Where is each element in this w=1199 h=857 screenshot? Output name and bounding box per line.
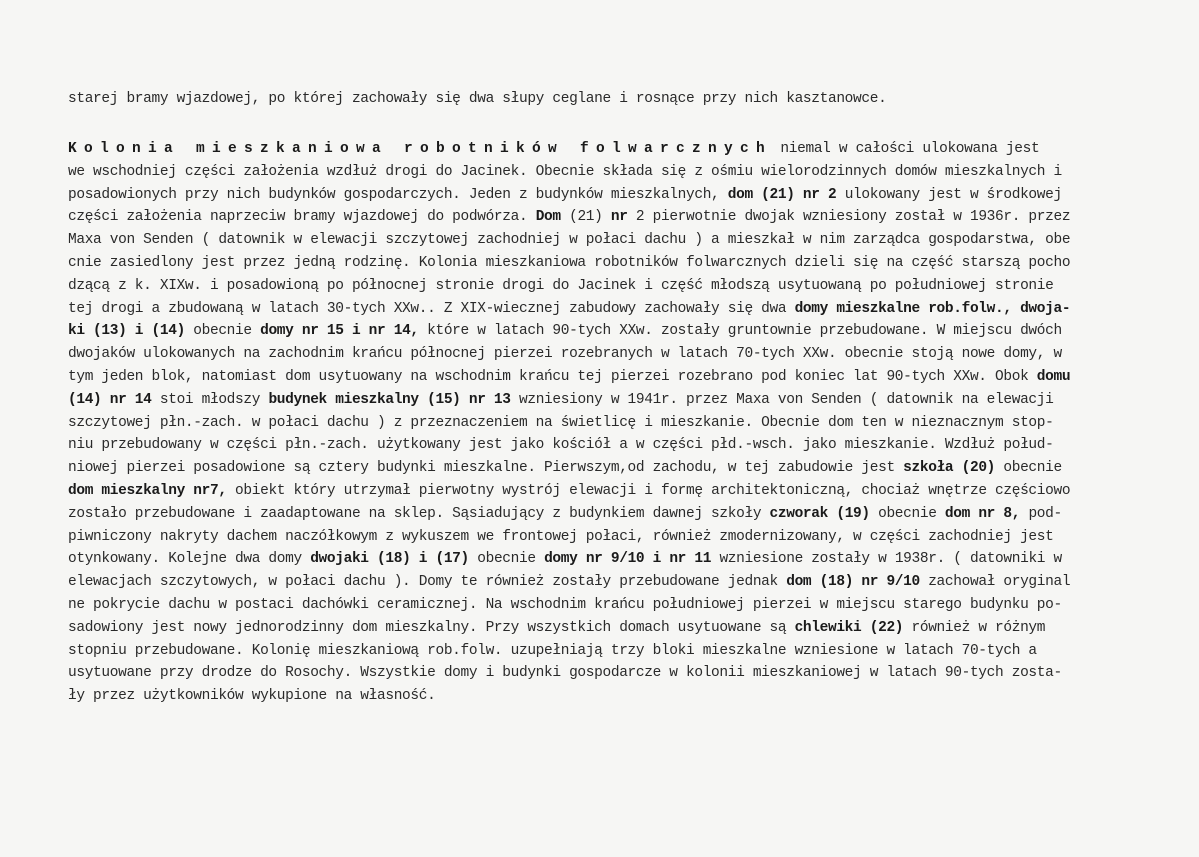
text-line — [68, 457, 1128, 480]
emphasized-text: ki (13) i (14) — [68, 323, 185, 340]
text-line — [68, 252, 1128, 275]
text-run: pod- — [1020, 505, 1062, 522]
text-line — [68, 184, 1128, 207]
emphasized-text: dom nr 8, — [944, 505, 1021, 522]
text-line — [68, 229, 1128, 252]
emphasized-text: chlewiki (22) — [794, 619, 904, 636]
emphasized-text: dom (21) nr 2 — [727, 186, 837, 203]
text-run: ulokowany jest w środkowej — [836, 186, 1062, 203]
text-line — [68, 161, 1128, 184]
text-run: części założenia naprzeciw bramy wjazdowej do podwórza. — [68, 209, 536, 226]
text-run: otynkowany. Kolejne dwa domy — [68, 551, 311, 568]
text-line — [68, 571, 1128, 594]
text-run: elewacjach szczytowych, w połaci dachu ). Domy te również zostały przebudowane jednak — [68, 574, 787, 591]
text-run: niowej pierzei posadowione są cztery budynki mieszkalne. Pierwszym,od zachodu, w tej zabudowie jest — [68, 460, 904, 477]
text-run: dzącą z k. XIXw. i posadowioną po północnej stronie drogi do Jacinek i część młodszą usytuowaną po południowej stronie — [68, 277, 1054, 294]
text-run: ły przez użytkowników wykupione na własność. — [68, 688, 436, 705]
text-run: które w latach 90-tych XXw. zostały gruntownie przebudowane. W miejscu dwóch — [418, 323, 1062, 340]
text-run: wzniesione zostały w 1938r. ( datowniki w — [711, 551, 1062, 568]
text-run: 2 pierwotnie dwojak wzniesiony został w 1936r. przez — [627, 209, 1071, 226]
emphasized-text: dom mieszkalny nr7, — [68, 482, 227, 499]
text-run: niemal w całości ulokowana jest — [772, 141, 1040, 157]
text-run: (21) — [560, 209, 611, 226]
text-run: niu przebudowany w części płn.-zach. użytkowany jest jako kościół a w części płd.-wsch. jako mieszkanie. Wzdłuż połud- — [68, 437, 1054, 454]
emphasized-text: (14) nr 14 — [68, 391, 152, 408]
emphasized-text: domu — [1036, 368, 1071, 385]
text-line — [68, 275, 1128, 298]
text-run: cnie zasiedlony jest przez jedną rodzinę. Kolonia mieszkaniowa robotników folwarcznych dzieli się na część starszą pocho — [68, 254, 1071, 271]
text-line — [68, 389, 1128, 412]
text-line — [68, 617, 1128, 640]
text-line — [68, 412, 1128, 435]
emphasized-text: nr — [610, 209, 628, 226]
text-run: zostało przebudowane i zaadaptowane na sklep. Sąsiadujący z budynkiem dawnej szkoły — [68, 505, 770, 522]
text-run: piwniczony nakryty dachem naczółkowym z wykuszem we frontowej połaci, również zmodernizowany, w części zachodniej jest — [68, 528, 1054, 545]
text-run: stoi młodszy — [151, 391, 269, 408]
text-run: tym jeden blok, natomiast dom usytuowany na wschodnim krańcu tej pierzei rozebrano pod koniec lat 90-tych XXw. Obok — [68, 368, 1037, 385]
emphasized-text: domy nr 9/10 i nr 11 — [544, 551, 712, 568]
emphasized-text: domy nr 15 i nr 14, — [260, 323, 419, 340]
text-line — [68, 662, 1128, 685]
text-run: wzniesiony w 1941r. przez Maxa von Senden ( datownik na elewacji — [510, 391, 1054, 408]
text-run: stopniu przebudowane. Kolonię mieszkaniową rob.folw. uzupełniają trzy bloki mieszkalne wzniesione w latach 70-tych a — [68, 642, 1037, 659]
text-run: również w różnym — [903, 619, 1046, 636]
text-line — [68, 640, 1128, 663]
emphasized-text: dom (18) nr 9/10 — [786, 574, 920, 591]
text-run: zachował oryginal — [919, 574, 1071, 591]
emphasized-text: czworak (19) — [769, 505, 870, 522]
text-run: tej drogi a zbudowaną w latach 30-tych XXw.. Z XIX-wiecznej zabudowy zachowały się dwa — [68, 300, 795, 317]
text-line — [68, 480, 1128, 503]
text-run: ne pokrycie dachu w postaci dachówki ceramicznej. Na wschodnim krańcu południowej pierzei w miejscu starego budynku po- — [68, 596, 1062, 613]
text-run: posadowionych przy nich budynków gospodarczych. Jeden z budynków mieszkalnych, — [68, 186, 728, 203]
text-line — [68, 685, 1128, 708]
emphasized-text: dwojaki (18) i (17) — [310, 551, 469, 568]
text-line — [68, 503, 1128, 526]
text-run: sadowiony jest nowy jednorodzinny dom mieszkalny. Przy wszystkich domach usytuowane są — [68, 619, 795, 636]
emphasized-text: budynek mieszkalny (15) nr 13 — [268, 391, 511, 408]
text-line — [68, 206, 1128, 229]
main-paragraph — [68, 138, 1128, 708]
text-run: obecnie — [184, 323, 261, 340]
text-line — [68, 548, 1128, 571]
text-run: dwojaków ulokowanych na zachodnim krańcu północnej pierzei rozebranych w latach 70-tych XXw. obecnie stoją nowe domy, w — [68, 346, 1062, 363]
text-run: obiekt który utrzymał pierwotny wystrój elewacji i formę architektoniczną, chociaż wnętrze częściowo — [226, 482, 1071, 499]
text-line — [68, 320, 1128, 343]
text-line — [68, 526, 1128, 549]
text-run: szczytowej płn.-zach. w połaci dachu ) z przeznaczeniem na świetlicę i mieszkanie. Obecnie dom ten w nieznacznym stop- — [68, 414, 1054, 431]
text-run: obecnie — [995, 460, 1062, 477]
text-line — [68, 366, 1128, 389]
text-line — [68, 343, 1128, 366]
text-line — [68, 138, 1128, 161]
emphasized-text: Kolonia mieszkaniowa robotników folwarcznych — [68, 141, 773, 157]
text-run: obecnie — [869, 505, 945, 522]
text-run: usytuowane przy drodze do Rosochy. Wszystkie domy i budynki gospodarcze w kolonii mieszkaniowej w latach 90-tych zosta- — [68, 665, 1062, 682]
text-line — [68, 434, 1128, 457]
text-line — [68, 298, 1128, 321]
emphasized-text: szkoła (20) — [903, 460, 996, 477]
intro-line: starej bramy wjazdowej, po której zachowały się dwa słupy ceglane i rosnące przy nich kasztanowce. — [68, 91, 887, 107]
emphasized-text: domy mieszkalne rob.folw., dwoja- — [794, 300, 1071, 317]
text-run: Maxa von Senden ( datownik w elewacji szczytowej zachodniej w połaci dachu ) a mieszkał w nim zarządca gospodarstwa, obe — [68, 232, 1071, 249]
text-line — [68, 594, 1128, 617]
text-run: we wschodniej części założenia wzdłuż drogi do Jacinek. Obecnie składa się z ośmiu wielorodzinnych domów mieszkalnych i — [68, 163, 1062, 180]
emphasized-text: Dom — [535, 209, 561, 226]
text-run: obecnie — [468, 551, 545, 568]
